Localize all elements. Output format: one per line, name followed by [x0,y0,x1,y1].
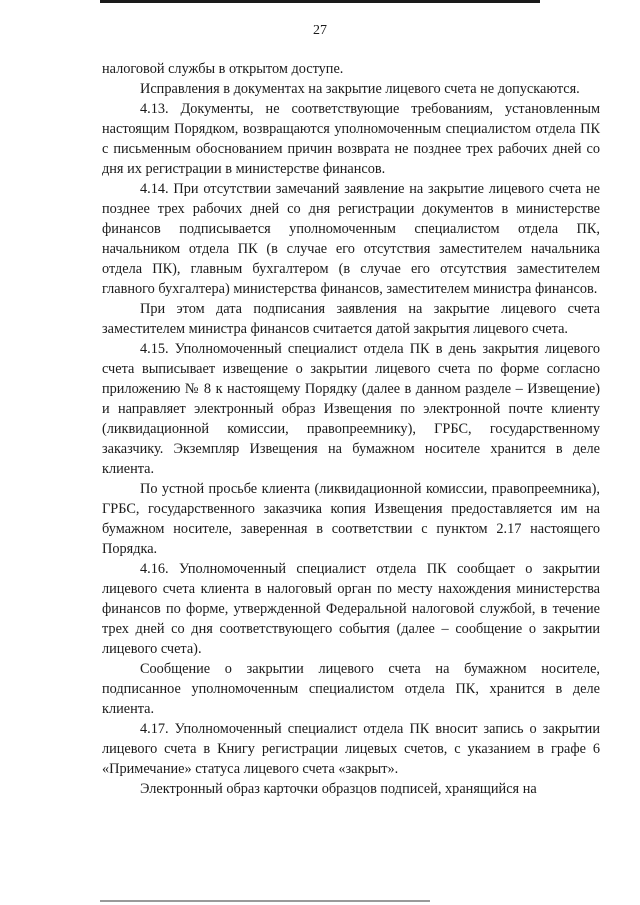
page-number: 27 [313,23,327,38]
paragraph-continuation: налоговой службы в открытом доступе. [102,61,344,77]
paragraph-paper-notice: Сообщение о закрытии лицевого счета на бумажном носителе, подписанное уполномоченным специалистом отдела ПК, хранится в деле клиента. [102,661,600,717]
bottom-edge-scan-artifact [100,900,430,902]
paragraph-4-16: 4.16. Уполномоченный специалист отдела ПК сообщает о закрытии лицевого счета клиента в налоговый орган по месту нахождения министерства финансов по форме, утвержденной Федеральной налоговой службой, в течение трех дней со дня соответствующего события (далее – сообщение о закрытии лицевого счета). [102,561,600,657]
paragraph-signing-date: При этом дата подписания заявления на закрытие лицевого счета заместителем министра финансов считается датой закрытия лицевого счета. [102,301,600,337]
paragraph-4-15: 4.15. Уполномоченный специалист отдела ПК в день закрытия лицевого счета выписывает извещение о закрытии лицевого счета по форме согласно приложению № 8 к настоящему Порядку (далее в данном разделе – Извещение) и направляет электронный образ Извещения по электронной почте клиенту (ликвидационной комиссии, правопреемнику), ГРБС, государственному заказчику. Экземпляр Извещения на бумажном носителе хранится в деле клиента. [102,341,600,477]
top-edge-rule [100,0,540,3]
paragraph-4-17: 4.17. Уполномоченный специалист отдела ПК вносит запись о закрытии лицевого счета в Книгу регистрации лицевых счетов, с указанием в графе 6 «Примечание» статуса лицевого счета «закрыт». [102,721,600,777]
document-body [102,59,600,799]
paragraph-corrections: Исправления в документах на закрытие лицевого счета не допускаются. [140,81,580,97]
paragraph-electronic-image: Электронный образ карточки образцов подписей, хранящийся на [140,781,537,797]
paragraph-4-13: 4.13. Документы, не соответствующие требованиям, установленным настоящим Порядком, возвращаются уполномоченным специалистом отдела ПК с письменным обоснованием причин возврата не позднее трех рабочих дней со дня их регистрации в министерстве финансов. [102,101,600,177]
paragraph-oral-request: По устной просьбе клиента (ликвидационной комиссии, правопреемника), ГРБС, государственного заказчика копия Извещения предоставляется им на бумажном носителе, заверенная в соответствии с пунктом 2.17 настоящего Порядка. [102,481,600,557]
paragraph-4-14: 4.14. При отсутствии замечаний заявление на закрытие лицевого счета не позднее трех рабочих дней со дня регистрации документов в министерстве финансов подписывается уполномоченным специалистом отдела ПК, начальником отдела ПК (в случае его отсутствия заместителем начальника отдела ПК), главным бухгалтером (в случае его отсутствия заместителем главного бухгалтера) министерства финансов, заместителем министра финансов. [102,181,600,297]
